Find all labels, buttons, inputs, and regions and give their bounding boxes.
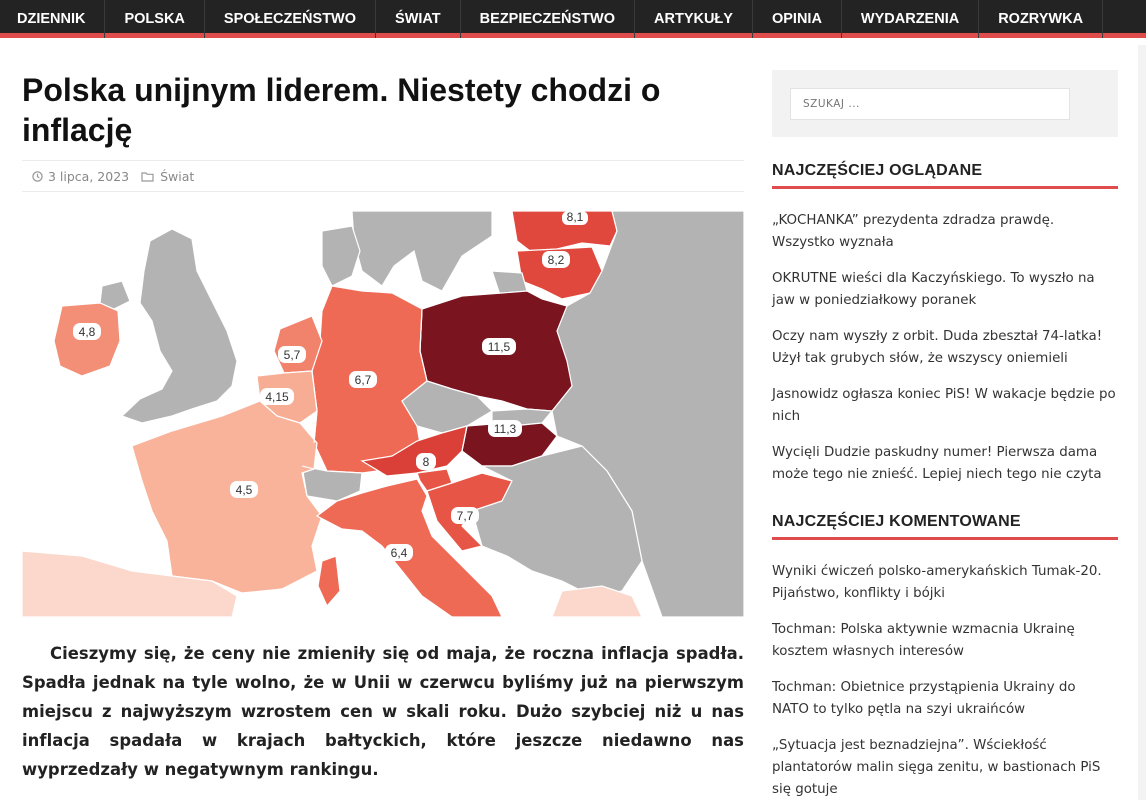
nav-item-wydarzenia[interactable]: WYDARZENIA [842,0,979,38]
search-input[interactable] [790,88,1070,120]
article-category[interactable] [141,169,194,184]
map-label-belgium [260,388,294,405]
article-date-text: 3 lipca, 2023 [48,168,130,184]
map-label-estonia-text: 8,1 [566,211,584,224]
inflation-map [22,211,744,617]
map-label-austria [416,453,436,470]
nav-item-spoleczenstwo[interactable]: SPOŁECZEŃSTWO [205,0,376,38]
nav-item-dziennik[interactable]: DZIENNIK [0,0,105,38]
europe-inflation-map-graphic [22,211,744,617]
most-commented-title: NAJCZĘŚCIEJ KOMENTOWANE [772,513,1118,540]
map-label-estonia [562,211,588,225]
nav-item-bezpieczenstwo[interactable]: BEZPIECZEŃSTWO [461,0,635,38]
map-label-ireland [73,323,101,340]
most-viewed-item[interactable]: Oczy nam wyszły z orbit. Duda zbeształ 74-latka! Użył tak grubych słów, że wszyscy oniemieli [772,329,1103,366]
search-widget [772,70,1118,137]
sidebar [772,70,1118,797]
map-label-netherlands [278,346,306,363]
article-lead: Cieszymy się, że ceny nie zmieniły się od maja, że roczna inflacja spadła. Spadła jednak na tyle wolno, że w Unii w czerwcu byliśmy już na pierwszym miejscu z najwyższym wzrostem cen w skali roku. Dużo szybciej niż u nas inflacja spadała w krajach bałtyckich, które jeszcze niedawno nas wyprzedzały w negatywnym rankingu. [22,644,744,779]
article-meta [22,160,744,192]
map-label-austria-text: 8 [422,455,430,469]
main-navigation [0,0,1146,38]
map-label-poland [482,338,516,355]
most-viewed-widget [772,162,1118,500]
map-label-germany [349,371,377,388]
most-viewed-item[interactable]: OKRUTNE wieści dla Kaczyńskiego. To wyszło na jaw w poniedziałkowy poranek [772,271,1095,308]
most-commented-widget [772,513,1118,800]
map-label-netherlands-text: 5,7 [283,348,301,362]
map-label-belgium-text: 4,15 [265,390,289,404]
map-label-poland-text: 11,5 [487,340,511,354]
most-commented-item[interactable]: „Sytuacja jest beznadziejna”. Wściekłość plantatorów malin sięga zenitu, w bastionach PiS się gotuje [772,738,1101,797]
folder-icon [141,171,155,182]
nav-item-polska[interactable]: POLSKA [105,0,204,38]
most-commented-item[interactable]: Tochman: Obietnice przystąpienia Ukrainy do NATO to tylko pętla na szyi ukraińców [772,680,1076,717]
most-commented-item[interactable]: Wyniki ćwiczeń polsko-amerykańskich Tumak-20. Pijaństwo, konflikty i bójki [772,564,1102,601]
nav-item-rozrywka[interactable]: ROZRYWKA [979,0,1103,38]
most-viewed-item[interactable]: „KOCHANKA” prezydenta zdradza prawdę. Wszystko wyznała [772,213,1055,250]
map-label-croatia-text: 7,7 [456,509,474,523]
map-label-croatia [451,507,479,524]
map-label-hungary [488,420,522,437]
map-label-lithuania-text: 8,2 [547,253,565,267]
nav-item-opinia[interactable]: OPINIA [753,0,842,38]
most-viewed-title: NAJCZĘŚCIEJ OGLĄDANE [772,162,1118,189]
map-label-ireland-text: 4,8 [78,325,96,339]
page-scrollbar[interactable] [1138,45,1146,800]
clock-icon [32,171,43,182]
most-viewed-list [772,210,1118,486]
most-viewed-item[interactable]: Wycięli Dudzie paskudny numer! Pierwsza dama może tego nie znieść. Lepiej niech tego nie czyta [772,445,1102,482]
map-label-france [230,481,258,498]
article-title: Polska unijnym liderem. Niestety chodzi o inflację [22,72,661,148]
map-label-hungary-text: 11,3 [493,422,517,436]
map-label-france-text: 4,5 [235,483,253,497]
article-category-text: Świat [160,168,195,184]
map-label-lithuania [542,251,570,268]
nav-item-artykuly[interactable]: ARTYKUŁY [635,0,753,38]
map-label-italy-text: 6,4 [390,546,408,560]
article-date[interactable] [32,169,129,184]
most-viewed-item[interactable]: Jasnowidz ogłasza koniec PiS! W wakacje będzie po nich [772,387,1116,424]
article [22,70,744,779]
most-commented-list [772,561,1118,800]
most-commented-item[interactable]: Tochman: Polska aktywnie wzmacnia Ukrainę kosztem własnych interesów [772,622,1075,659]
nav-item-swiat[interactable]: ŚWIAT [376,0,461,38]
map-label-germany-text: 6,7 [354,373,372,387]
map-label-italy [385,544,413,561]
